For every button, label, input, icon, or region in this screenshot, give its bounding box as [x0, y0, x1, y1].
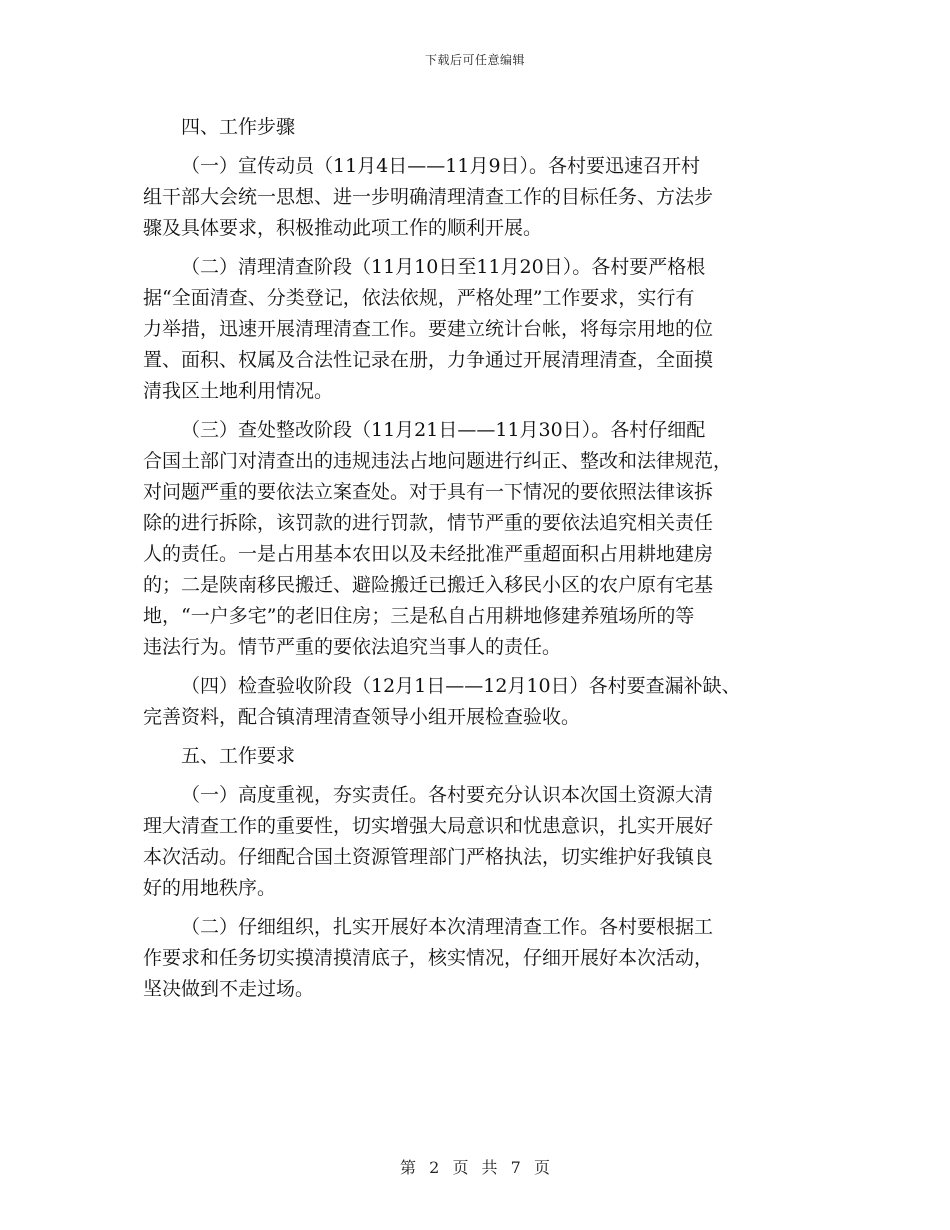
text-line: （四）检查验收阶段（12月1日——12月10日）各村要查漏补缺、 — [181, 675, 741, 697]
text-line: 清我区土地利用情况。 — [143, 380, 334, 402]
footer-total-unit: 页 — [533, 1158, 550, 1177]
page-footer — [0, 1155, 950, 1178]
text-line: 作要求和任务切实摸清摸清底子，核实情况，仔细开展好本次活动， — [143, 947, 714, 969]
text-line: 理大清查工作的重要性，切实增强大局意识和忧患意识，扎实开展好 — [143, 815, 714, 837]
text-line: 除的进行拆除，该罚款的进行罚款，情节严重的要依法追究相关责任 — [143, 512, 714, 534]
footer-current-page: 2 — [429, 1158, 440, 1177]
text-line: 对问题严重的要依法立案查处。对于具有一下情况的要依照法律该拆 — [143, 481, 714, 503]
paragraph-section-5-heading — [143, 741, 808, 772]
paragraph-step-4 — [143, 671, 808, 733]
paragraph-step-2 — [143, 252, 808, 407]
text-line: （三）查处整改阶段（11月21日——11月30日）。各村仔细配 — [181, 419, 706, 441]
text-line: （二）清理清查阶段（11月10日至11月20日）。各村要严格根 — [181, 256, 706, 278]
header-note: 下载后可任意编辑 — [424, 53, 525, 67]
text-line: 完善资料，配合镇清理清查领导小组开展检查验收。 — [143, 706, 581, 728]
text-line: 好的用地秩序。 — [143, 877, 277, 899]
text-line: （一）高度重视，夯实责任。各村要充分认识本次国土资源大清 — [181, 784, 714, 806]
paragraph-section-4-heading — [143, 112, 808, 143]
paragraph-step-1 — [143, 151, 808, 244]
footer-total-label: 共 — [481, 1158, 498, 1177]
text-line: 人的责任。一是占用基本农田以及未经批准严重超面积占用耕地建房 — [143, 543, 714, 565]
paragraph-step-3 — [143, 415, 808, 663]
text-line: 本次活动。仔细配合国土资源管理部门严格执法，切实维护好我镇良 — [143, 846, 714, 868]
text-line: （二）仔细组织，扎实开展好本次清理清查工作。各村要根据工 — [181, 916, 714, 938]
text-line: （一）宣传动员（11月4日——11月9日）。各村要迅速召开村 — [181, 155, 701, 177]
text-line: 的；二是陕南移民搬迁、避险搬迁已搬迁入移民小区的农户原有宅基 — [143, 574, 714, 596]
paragraph-requirement-1 — [143, 780, 808, 904]
text-line: 违法行为。情节严重的要依法追究当事人的责任。 — [143, 636, 562, 658]
footer-total-pages: 7 — [510, 1158, 521, 1177]
text-line: 组干部大会统一思想、进一步明确清理清查工作的目标任务、方法步 — [143, 186, 714, 208]
paragraph-requirement-2 — [143, 912, 808, 1005]
text-line: 地，“一户多宅”的老旧住房；三是私自占用耕地修建养殖场所的等 — [143, 605, 695, 627]
text-line: 四、工作步骤 — [181, 116, 296, 138]
text-line: 据“全面清查、分类登记，依法依规，严格处理”工作要求，实行有 — [143, 287, 695, 309]
footer-page-label: 第 — [400, 1158, 417, 1177]
text-line: 置、面积、权属及合法性记录在册，力争通过开展清理清查，全面摸 — [143, 349, 714, 371]
text-line: 力举措，迅速开展清理清查工作。要建立统计台帐，将每宗用地的位 — [143, 318, 714, 340]
text-line: 坚决做到不走过场。 — [143, 978, 315, 1000]
text-line: 五、工作要求 — [181, 745, 296, 767]
document-body — [143, 112, 808, 1013]
footer-page-unit: 页 — [452, 1158, 469, 1177]
text-line: 合国土部门对清查出的违规违法占地问题进行纠正、整改和法律规范， — [143, 450, 733, 472]
text-line: 骤及具体要求，积极推动此项工作的顺利开展。 — [143, 217, 543, 239]
